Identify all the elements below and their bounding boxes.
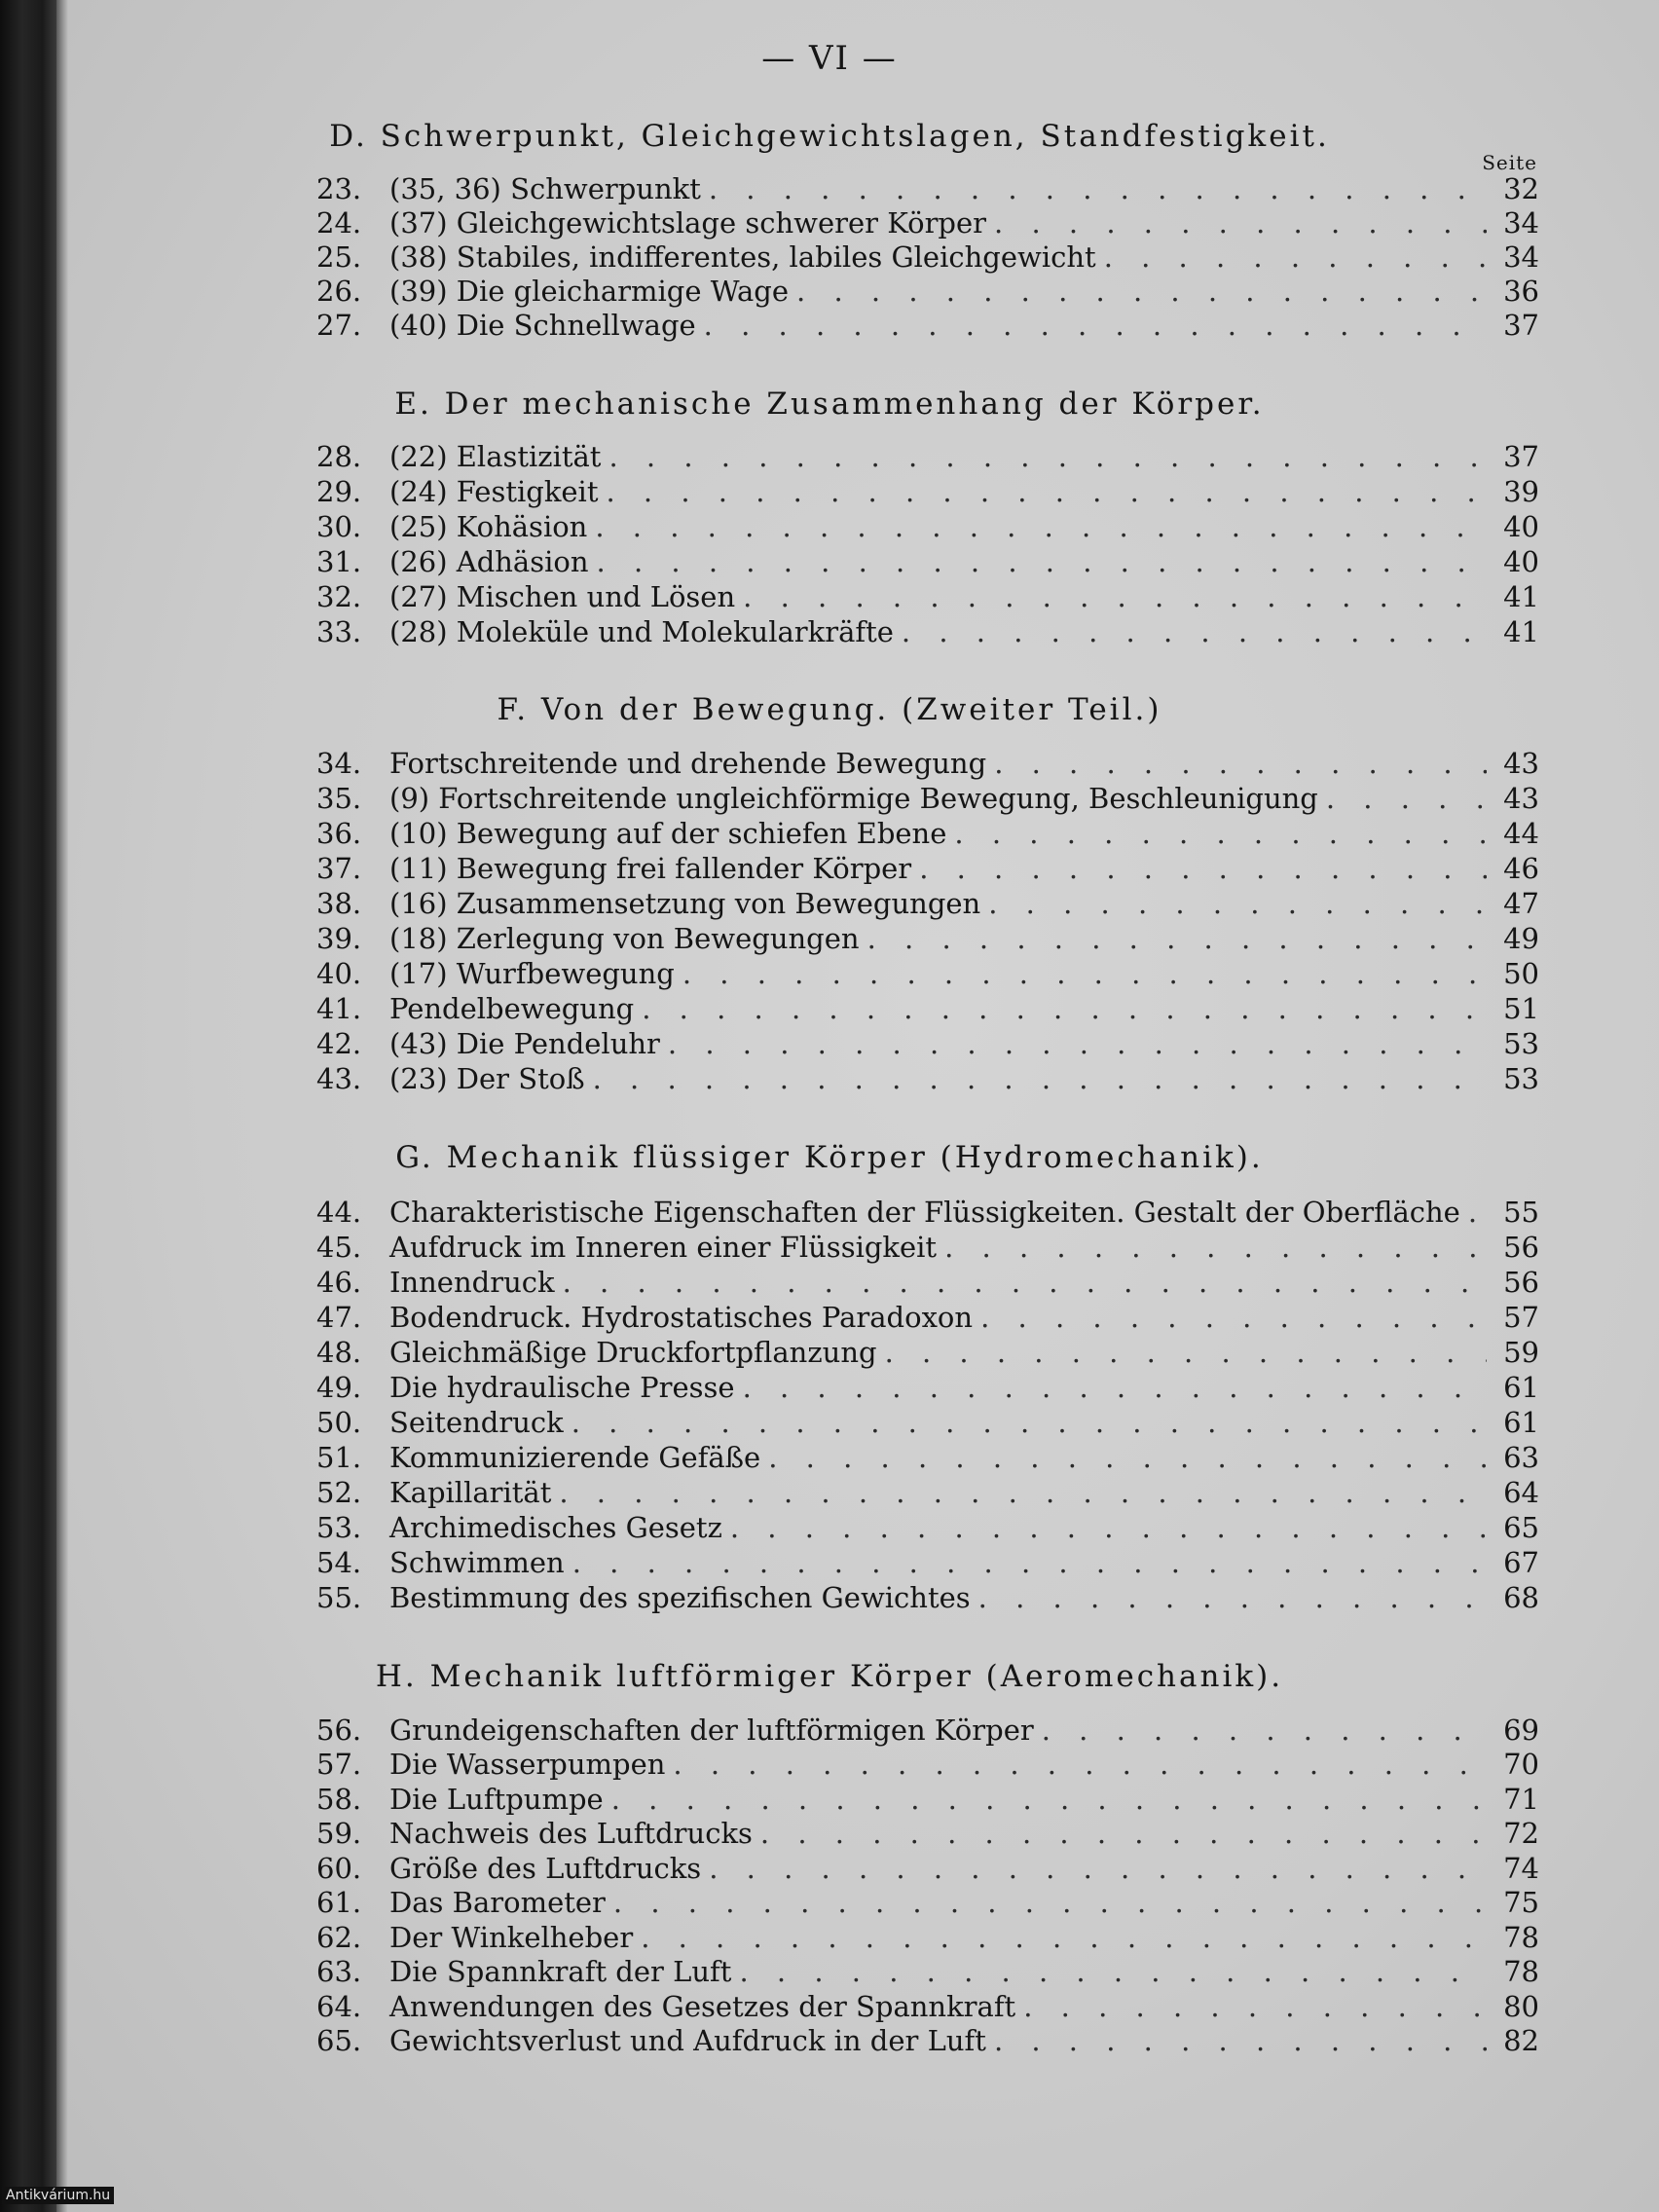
entry-page: 71 [1503,1783,1539,1816]
toc-entry [316,1714,1539,1747]
entry-title: (27) Mischen und Lösen [389,580,736,613]
entry-page: 72 [1503,1817,1539,1850]
dot-leader [611,1783,1487,1816]
entry-page: 34 [1503,206,1539,240]
toc-entry [316,957,1539,990]
entry-page: 37 [1503,440,1539,473]
entry-title: Aufdruck im Inneren einer Flüssigkeit [389,1231,938,1264]
section-heading-d: D. Schwerpunkt, Gleichgewichtslagen, Standfestigkeit. [329,119,1330,154]
toc-entry [316,580,1539,613]
entry-title: Die Spannkraft der Luft [389,1955,732,1988]
entry-page: 61 [1503,1371,1539,1404]
dot-leader [1104,240,1487,274]
entry-page: 55 [1503,1196,1539,1229]
dot-leader [572,1546,1487,1579]
entry-number: 59. [316,1817,362,1850]
entry-page: 68 [1503,1581,1539,1614]
entry-title: (28) Moleküle und Molekularkräfte [389,615,894,648]
toc-entry [316,782,1539,815]
entry-page: 56 [1503,1266,1539,1299]
dot-leader [954,817,1487,850]
toc-entry [316,1476,1539,1509]
dot-leader [559,1476,1487,1509]
section-heading-h: H. Mechanik luftförmiger Körper (Aeromechanik). [375,1659,1284,1694]
entry-title: (16) Zusammensetzung von Bewegungen [389,887,981,920]
entry-number: 42. [316,1027,362,1060]
entry-page: 41 [1503,580,1539,613]
toc-entry [316,1990,1539,2023]
entry-page: 69 [1503,1714,1539,1747]
entry-title: (38) Stabiles, indifferentes, labiles Gleichgewicht [389,240,1096,274]
entry-title: (37) Gleichgewichtslage schwerer Körper [389,206,987,240]
entry-page: 80 [1503,1990,1539,2023]
entry-page: 65 [1503,1511,1539,1544]
entry-number: 37. [316,852,362,885]
entry-page: 43 [1503,782,1539,815]
dot-leader [673,1748,1487,1781]
section-heading-g: G. Mechanik flüssiger Körper (Hydromechanik). [395,1140,1264,1175]
toc-entry [316,852,1539,885]
entry-page: 53 [1503,1027,1539,1060]
toc-entry [316,1027,1539,1060]
entry-number: 45. [316,1231,362,1264]
entry-page: 75 [1503,1886,1539,1919]
entry-title: Kommunizierende Gefäße [389,1441,761,1474]
toc-entry [316,1921,1539,1954]
entry-title: (25) Kohäsion [389,510,588,543]
dot-leader [988,887,1487,920]
dot-leader [885,1336,1487,1369]
entry-page: 40 [1503,510,1539,543]
entry-title: (17) Wurfbewegung [389,957,675,990]
toc-entry [316,206,1539,240]
entry-title: Innendruck [389,1266,555,1299]
entry-number: 52. [316,1476,362,1509]
toc-entry [316,887,1539,920]
toc-entry [316,1511,1539,1544]
entry-page: 44 [1503,817,1539,850]
entry-title: Größe des Luftdrucks [389,1852,702,1885]
entry-number: 28. [316,440,362,473]
entry-title: Archimedisches Gesetz [389,1511,722,1544]
binding-edge [56,0,68,2212]
dot-leader [902,615,1487,648]
dot-leader [760,1817,1487,1850]
dot-leader [980,1301,1487,1334]
entry-title: (39) Die gleicharmige Wage [389,275,790,308]
entry-number: 58. [316,1783,362,1816]
entry-page: 47 [1503,887,1539,920]
entry-title: (26) Adhäsion [389,545,589,578]
entry-title: Kapillarität [389,1476,552,1509]
entry-number: 51. [316,1441,362,1474]
entry-title: (35, 36) Schwerpunkt [389,172,701,205]
entry-page: 39 [1503,475,1539,508]
dot-leader [668,1027,1487,1060]
toc-entry [316,172,1539,205]
entry-number: 49. [316,1371,362,1404]
toc-entry [316,2024,1539,2057]
entry-title: Schwimmen [389,1546,565,1579]
entry-title: Die Wasserpumpen [389,1748,666,1781]
entry-number: 47. [316,1301,362,1334]
entry-number: 26. [316,275,362,308]
entry-title: Gewichtsverlust und Aufdruck in der Luft [389,2024,986,2057]
entry-number: 30. [316,510,362,543]
entry-page: 34 [1503,240,1539,274]
dot-leader [597,545,1487,578]
entry-number: 48. [316,1336,362,1369]
dot-leader [730,1511,1487,1544]
toc-entry [316,1581,1539,1614]
dot-leader [682,957,1487,990]
toc-entry [316,1231,1539,1264]
entry-title: Bodendruck. Hydrostatisches Paradoxon [389,1301,974,1334]
watermark: Antikvárium.hu [2,2187,114,2204]
toc-entry [316,1266,1539,1299]
toc-entry [316,992,1539,1025]
dot-leader [613,1886,1487,1919]
dot-leader [978,1581,1487,1614]
entry-title: Fortschreitende und drehende Bewegung [389,747,987,780]
dot-leader [739,1955,1487,1988]
dot-leader [608,440,1487,473]
toc-entry [316,240,1539,274]
toc-entry [316,1301,1539,1334]
toc-entry [316,1062,1539,1095]
entry-number: 54. [316,1546,362,1579]
entry-page: 49 [1503,922,1539,955]
entry-number: 55. [316,1581,362,1614]
entry-number: 62. [316,1921,362,1954]
entry-title: Seitendruck [389,1406,564,1439]
toc-entry [316,309,1539,342]
entry-title: (43) Die Pendeluhr [389,1027,660,1060]
entry-page: 63 [1503,1441,1539,1474]
entry-page: 36 [1503,275,1539,308]
toc-entry [316,1336,1539,1369]
page-number: — VI — [761,39,898,78]
entry-title: Der Winkelheber [389,1921,634,1954]
section-heading-f: F. Von der Bewegung. (Zweiter Teil.) [497,692,1162,727]
entry-page: 32 [1503,172,1539,205]
entry-page: 74 [1503,1852,1539,1885]
toc-entry [316,1196,1539,1229]
dot-leader [994,2024,1487,2057]
dot-leader [1468,1196,1487,1229]
entry-number: 35. [316,782,362,815]
entry-page: 41 [1503,615,1539,648]
dot-leader [709,172,1487,205]
toc-entry [316,545,1539,578]
entry-number: 46. [316,1266,362,1299]
dot-leader [571,1406,1487,1439]
entry-page: 59 [1503,1336,1539,1369]
entry-page: 50 [1503,957,1539,990]
dot-leader [593,1062,1487,1095]
dot-leader [1042,1714,1487,1747]
entry-page: 46 [1503,852,1539,885]
toc-entry [316,922,1539,955]
entry-number: 63. [316,1955,362,1988]
toc-entry [316,1546,1539,1579]
entry-number: 27. [316,309,362,342]
entry-number: 36. [316,817,362,850]
entry-title: Grundeigenschaften der luftförmigen Körper [389,1714,1034,1747]
entry-title: (10) Bewegung auf der schiefen Ebene [389,817,947,850]
entry-page: 61 [1503,1406,1539,1439]
entry-page: 53 [1503,1062,1539,1095]
entry-number: 33. [316,615,362,648]
dot-leader [1023,1990,1487,2023]
dot-leader [606,475,1487,508]
toc-entry [316,275,1539,308]
entry-number: 44. [316,1196,362,1229]
entry-number: 56. [316,1714,362,1747]
entry-page: 56 [1503,1231,1539,1264]
entry-page: 57 [1503,1301,1539,1334]
toc-entry [316,1886,1539,1919]
entry-page: 78 [1503,1955,1539,1988]
entry-number: 60. [316,1852,362,1885]
entry-title: Anwendungen des Gesetzes der Spannkraft [389,1990,1016,2023]
entry-number: 32. [316,580,362,613]
entry-number: 64. [316,1990,362,2023]
entry-page: 67 [1503,1546,1539,1579]
dot-leader [768,1441,1487,1474]
dot-leader [595,510,1487,543]
seite-label: Seite [1482,151,1537,174]
toc-entry [316,1817,1539,1850]
entry-page: 37 [1503,309,1539,342]
entry-title: (18) Zerlegung von Bewegungen [389,922,860,955]
dot-leader [867,922,1487,955]
dot-leader [743,1371,1487,1404]
dot-leader [994,747,1487,780]
toc-entry [316,1955,1539,1988]
entry-title: (9) Fortschreitende ungleichförmige Bewegung, Beschleunigung [389,782,1318,815]
entry-page: 70 [1503,1748,1539,1781]
toc-entry [316,1371,1539,1404]
entry-title: Nachweis des Luftdrucks [389,1817,753,1850]
entry-title: Charakteristische Eigenschaften der Flüssigkeiten. Gestalt der Oberfläche [389,1196,1460,1229]
book-binding [0,0,56,2212]
entry-title: Die hydraulische Presse [389,1371,735,1404]
toc-entry [316,1852,1539,1885]
toc-entry [316,615,1539,648]
entry-number: 40. [316,957,362,990]
entry-page: 82 [1503,2024,1539,2057]
entry-number: 43. [316,1062,362,1095]
entry-title: (11) Bewegung frei fallender Körper [389,852,912,885]
entry-number: 29. [316,475,362,508]
entry-number: 50. [316,1406,362,1439]
entry-title: Pendelbewegung [389,992,635,1025]
entry-page: 78 [1503,1921,1539,1954]
entry-page: 51 [1503,992,1539,1025]
entry-number: 31. [316,545,362,578]
dot-leader [743,580,1487,613]
dot-leader [704,309,1487,342]
entry-title: (23) Der Stoß [389,1062,585,1095]
entry-title: Bestimmung des spezifischen Gewichtes [389,1581,971,1614]
toc-entry [316,747,1539,780]
dot-leader [994,206,1487,240]
entry-number: 39. [316,922,362,955]
entry-number: 53. [316,1511,362,1544]
entry-number: 65. [316,2024,362,2057]
toc-entry [316,1783,1539,1816]
entry-page: 43 [1503,747,1539,780]
dot-leader [944,1231,1487,1264]
toc-entry [316,1748,1539,1781]
toc-entry [316,440,1539,473]
entry-title: Gleichmäßige Druckfortpflanzung [389,1336,877,1369]
entry-number: 25. [316,240,362,274]
dot-leader [642,992,1487,1025]
toc-entry [316,475,1539,508]
entry-number: 57. [316,1748,362,1781]
dot-leader [709,1852,1487,1885]
dot-leader [641,1921,1487,1954]
entry-title: Das Barometer [389,1886,606,1919]
entry-number: 24. [316,206,362,240]
entry-title: (40) Die Schnellwage [389,309,696,342]
toc-entry [316,510,1539,543]
toc-entry [316,817,1539,850]
dot-leader [563,1266,1487,1299]
entry-number: 34. [316,747,362,780]
entry-page: 64 [1503,1476,1539,1509]
entry-number: 23. [316,172,362,205]
entry-title: (22) Elastizität [389,440,602,473]
toc-entry [316,1406,1539,1439]
dot-leader [1326,782,1487,815]
entry-title: (24) Festigkeit [389,475,599,508]
dot-leader [919,852,1487,885]
entry-number: 61. [316,1886,362,1919]
section-heading-e: E. Der mechanische Zusammenhang der Körper. [394,387,1265,422]
entry-page: 40 [1503,545,1539,578]
entry-title: Die Luftpumpe [389,1783,604,1816]
dot-leader [796,275,1487,308]
entry-number: 41. [316,992,362,1025]
toc-entry [316,1441,1539,1474]
entry-number: 38. [316,887,362,920]
